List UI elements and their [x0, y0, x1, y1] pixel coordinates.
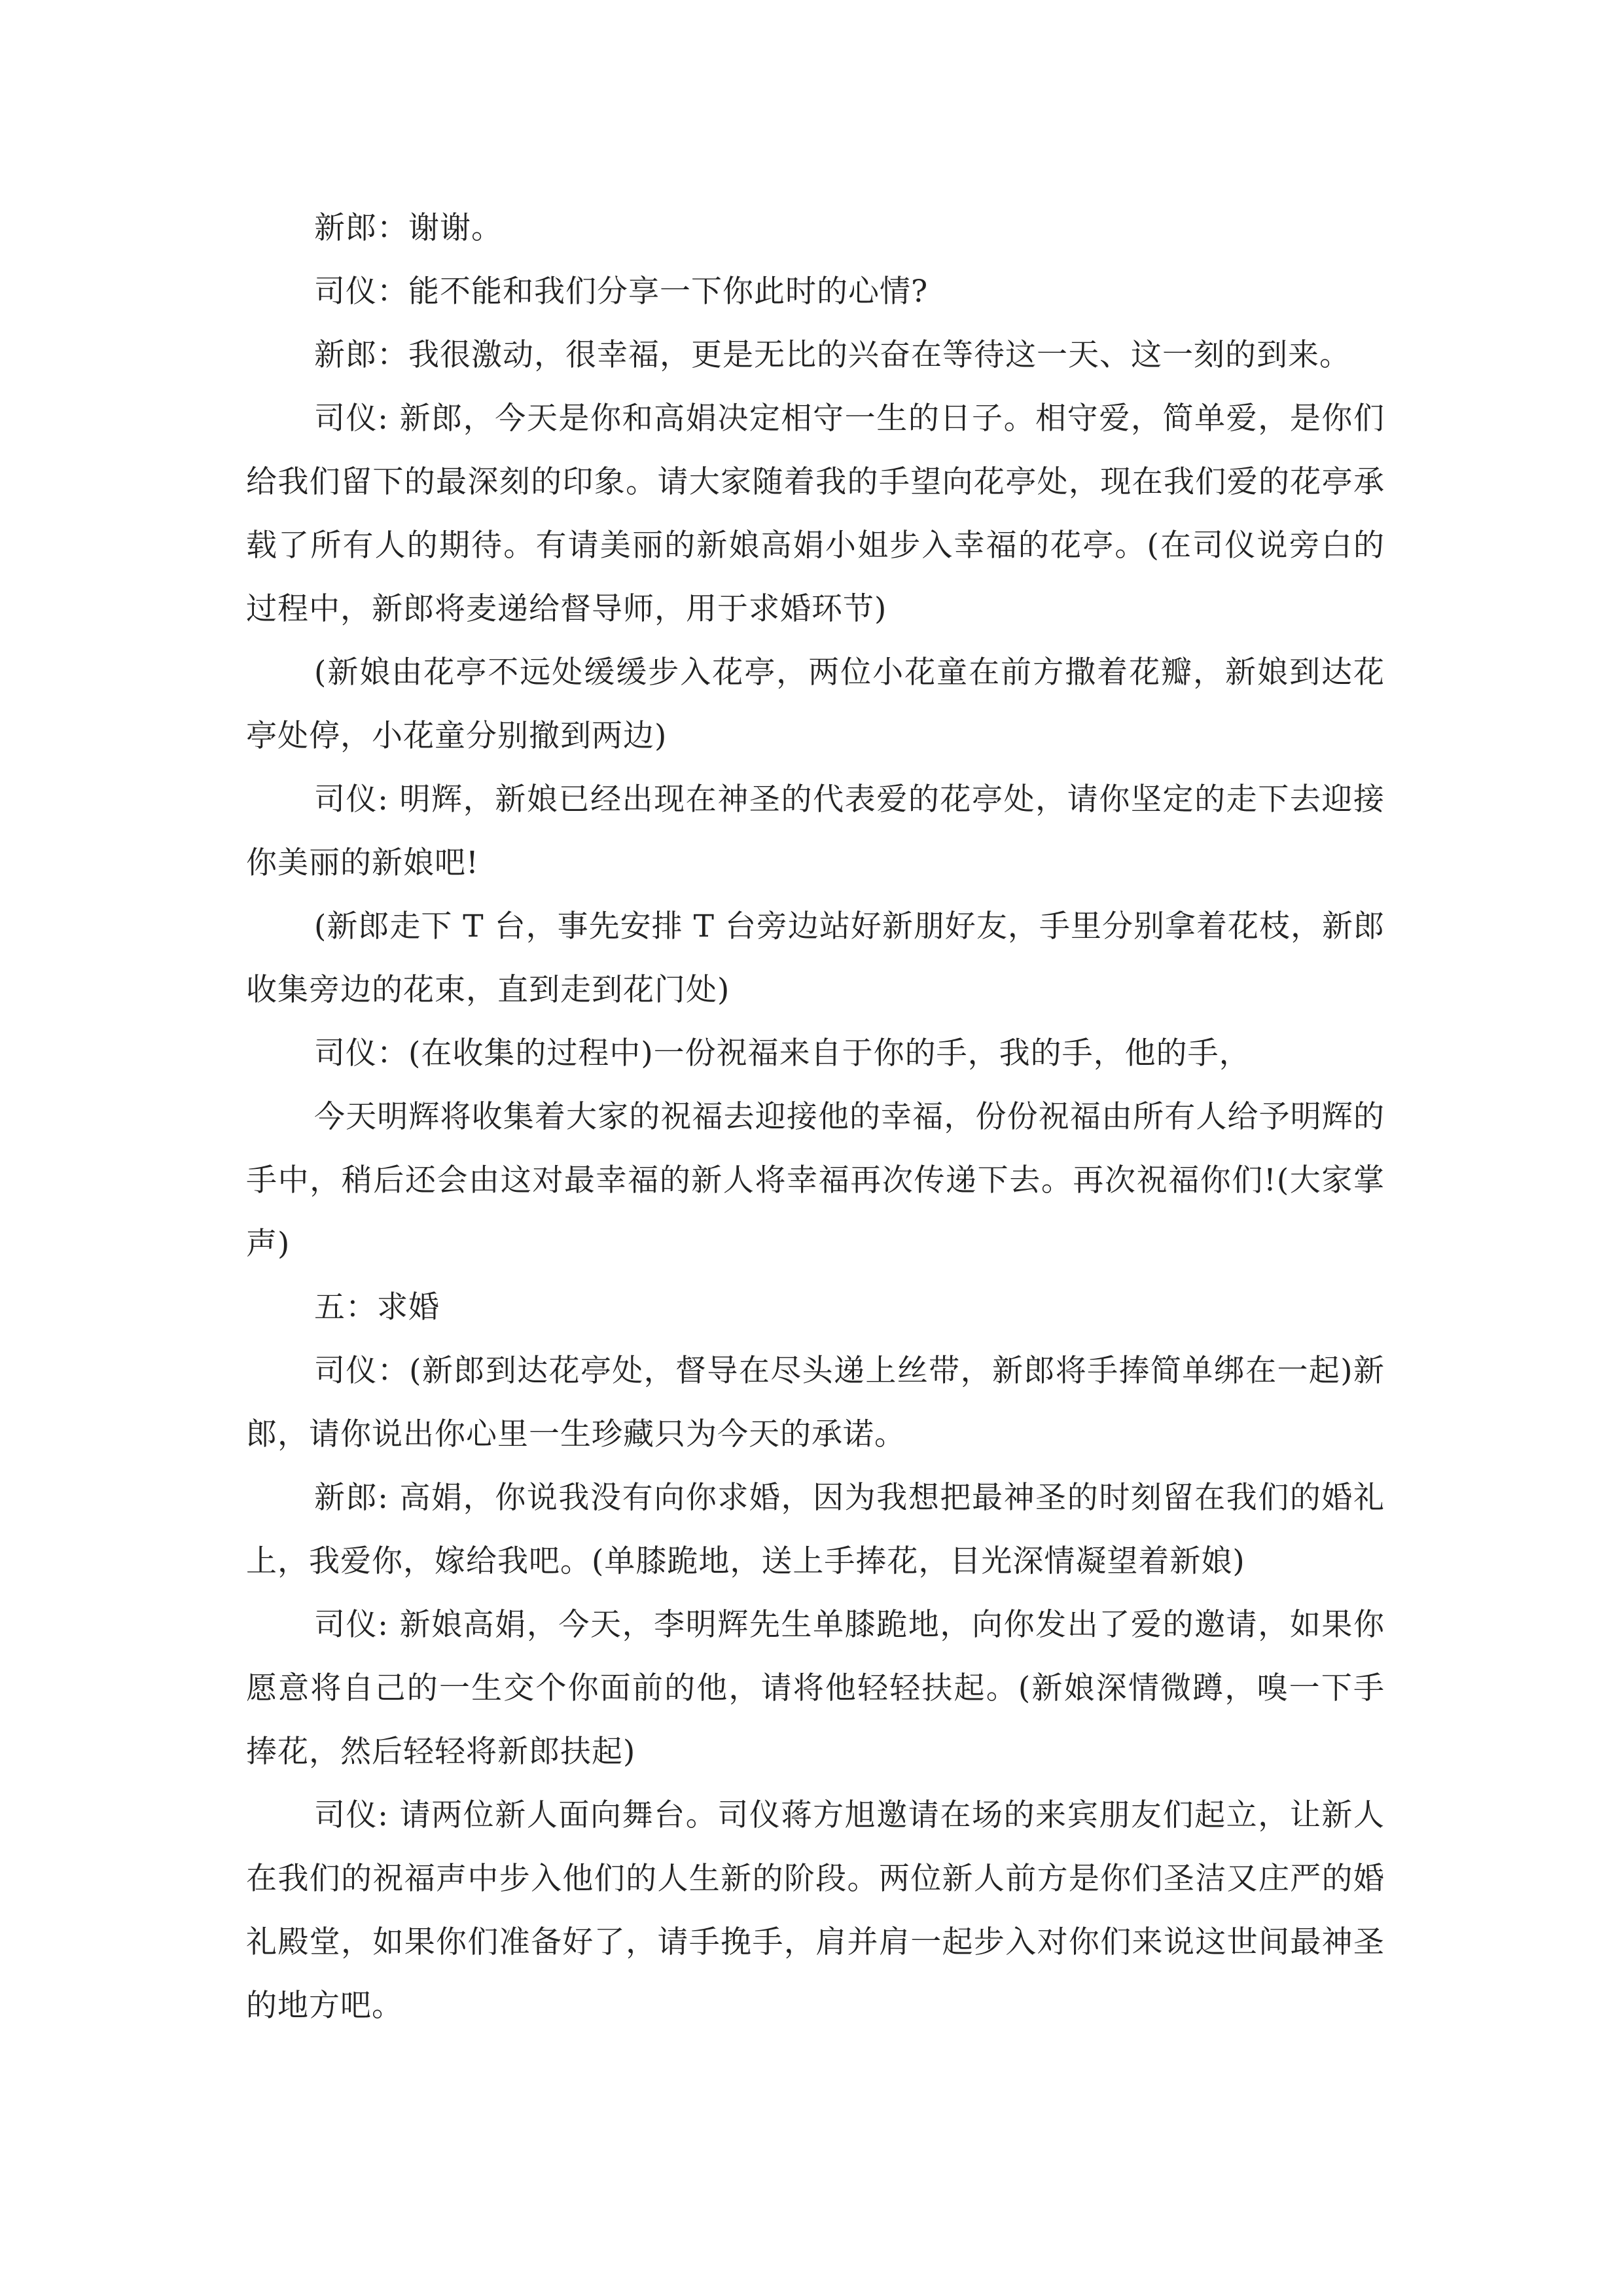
paragraph-emcee-bride-entrance: 司仪: 新郎，今天是你和高娟决定相守一生的日子。相守爱，简单爱，是你们给我们留下的最深刻的印象。请大家随着我的手望向花亭处，现在我们爱的花亭承载了所有人的期待。有请美丽的新娘高娟小姐步入幸福的花亭。(在司仪说旁白的过程中，新郎将麦递给督导师，用于求婚环节) — [246, 401, 1385, 627]
document-body — [246, 196, 1385, 2037]
paragraph-blessings-passed-on: 今天明辉将收集着大家的祝福去迎接他的幸福，份份祝福由所有人给予明辉的手中，稍后还会由这对最幸福的新人将幸福再次传递下去。再次祝福你们!(大家掌声) — [246, 1099, 1385, 1262]
paragraph-emcee-meet-bride: 司仪: 明辉，新娘已经出现在神圣的代表爱的花亭处，请你坚定的走下去迎接你美丽的新娘吧! — [246, 781, 1385, 881]
paragraph-emcee-face-stage: 司仪: 请两位新人面向舞台。司仪蒋方旭邀请在场的来宾朋友们起立，让新人在我们的祝福声中步入他们的人生新的阶段。两位新人前方是你们圣洁又庄严的婚礼殿堂，如果你们准备好了，请手挽手，肩并肩一起步入对你们来说这世间最神圣的地方吧。 — [246, 1797, 1385, 2024]
paragraph-groom-thanks: 新郎：谢谢。 — [314, 210, 503, 246]
paragraph-emcee-ask-feeling: 司仪：能不能和我们分享一下你此时的心情? — [314, 274, 929, 310]
paragraph-groom-proposal: 新郎: 高娟，你说我没有向你求婚，因为我想把最神圣的时刻留在我们的婚礼上，我爱你，嫁给我吧。(单膝跪地，送上手捧花，目光深情凝望着新娘) — [246, 1480, 1385, 1579]
section-heading-proposal: 五：求婚 — [314, 1289, 440, 1325]
paragraph-groom-feeling: 新郎：我很激动，很幸福，更是无比的兴奋在等待这一天、这一刻的到来。 — [314, 337, 1351, 373]
paragraph-groom-collects-flowers: (新郎走下 T 台，事先安排 T 台旁边站好新朋好友，手里分别拿着花枝，新郎收集旁边的花束，直到走到花门处) — [246, 908, 1385, 1008]
paragraph-emcee-ribbon: 司仪：(新郎到达花亭处，督导在尽头递上丝带，新郎将手捧简单绑在一起)新郎，请你说出你心里一生珍藏只为今天的承诺。 — [246, 1353, 1385, 1452]
paragraph-emcee-blessing-hands: 司仪：(在收集的过程中)一份祝福来自于你的手，我的手，他的手， — [314, 1035, 1251, 1071]
paragraph-bride-enters-pavilion: (新娘由花亭不远处缓缓步入花亭，两位小花童在前方撒着花瓣，新娘到达花亭处停，小花童分别撤到两边) — [246, 655, 1385, 754]
paragraph-emcee-invitation: 司仪: 新娘高娟，今天，李明辉先生单膝跪地，向你发出了爱的邀请，如果你愿意将自己的一生交个你面前的他，请将他轻轻扶起。(新娘深情微蹲，嗅一下手捧花，然后轻轻将新郎扶起) — [246, 1607, 1385, 1770]
